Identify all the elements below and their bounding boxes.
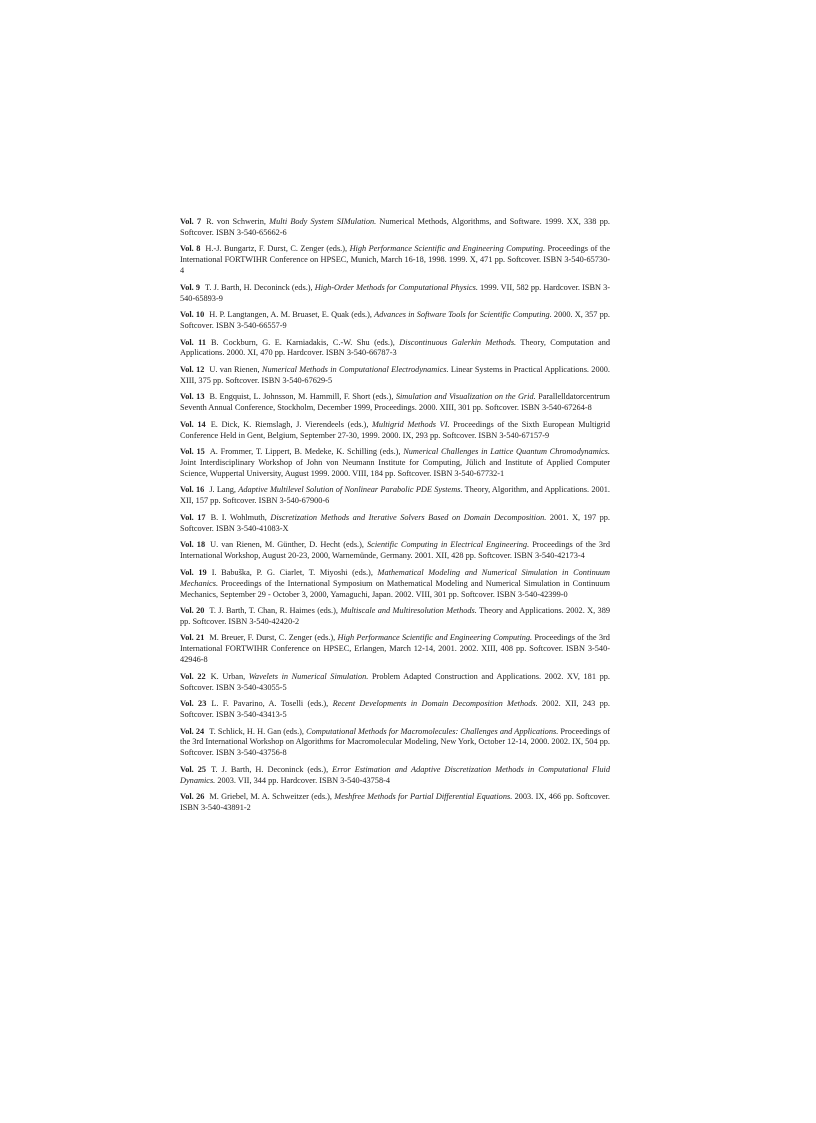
- entry-details: 2003. VII, 344 pp. Hardcover. ISBN 3-540-43758-4: [215, 775, 391, 785]
- entry-title: Mathematical Modeling and Numerical Simulation in Continuum Mechanics.: [180, 567, 610, 588]
- volume-number: Vol. 7: [180, 217, 202, 226]
- entry-details: Proceedings of the 3rd International Workshop on Algorithms for Macromolecular Modeling, New York, October 12-14, 2000. 2002. IX, 504 pp. Softcover. ISBN 3-540-43756-8: [180, 726, 610, 758]
- series-entry: [180, 699, 610, 721]
- entry-authors: T. J. Barth, H. Deconinck (eds.),: [211, 764, 333, 774]
- entry-details: 2002. XII, 243 pp. Softcover. ISBN 3-540-43413-5: [180, 699, 610, 720]
- series-entry: [180, 727, 610, 760]
- entry-title: Error Estimation and Adaptive Discretization Methods in Computational Fluid Dynamics.: [180, 764, 610, 785]
- volume-number: Vol. 26: [180, 792, 205, 802]
- entry-details: 2001. X, 197 pp. Softcover. ISBN 3-540-41083-X: [180, 512, 610, 533]
- entry-authors: B. Engquist, L. Johnsson, M. Hammill, F. Short (eds.),: [209, 392, 396, 402]
- volume-number: Vol. 10: [180, 310, 205, 320]
- volume-number: Vol. 20: [180, 606, 205, 615]
- entry-details: Proceedings of the International FORTWIHR Conference on HPSEC, Munich, March 16-18, 1998. 1999. X, 471 pp. Softcover. ISBN 3-540-65730-4: [180, 244, 610, 276]
- entry-authors: T. J. Barth, T. Chan, R. Haimes (eds.),: [209, 606, 341, 615]
- volume-number: Vol. 9: [180, 282, 201, 292]
- entry-details: Linear Systems in Practical Applications. 2000. XIII, 375 pp. Softcover. ISBN 3-540-67629-5: [180, 364, 610, 385]
- series-entry: [180, 244, 610, 277]
- entry-authors: A. Frommer, T. Lippert, B. Medeke, K. Schilling (eds.),: [209, 447, 404, 457]
- entry-title: Numerical Methods in Computational Electrodynamics.: [261, 364, 449, 374]
- volume-number: Vol. 8: [180, 244, 201, 254]
- volume-number: Vol. 21: [180, 633, 205, 643]
- entry-authors: M. Breuer, F. Durst, C. Zenger (eds.),: [209, 633, 338, 643]
- entry-details: Joint Interdisciplinary Workshop of John von Neumann Institute for Computing, Jülich and Institute of Applied Computer Science, Wuppertal University, August 1999. 2000. VIII, 184 pp. Softcover. ISBN 3-540-67732-1: [180, 458, 610, 478]
- entry-authors: L. F. Pavarino, A. Toselli (eds.),: [211, 699, 333, 709]
- entry-authors: E. Dick, K. Riemslagh, J. Vierendeels (eds.),: [210, 419, 373, 429]
- series-entry: [180, 392, 610, 414]
- series-entry: [180, 338, 610, 360]
- volume-number: Vol. 13: [180, 392, 205, 402]
- entry-title: Scientific Computing in Electrical Engineering.: [367, 540, 530, 550]
- series-entry: [180, 447, 610, 480]
- series-entry: [180, 765, 610, 787]
- entry-details: Theory and Applications. 2002. X, 389 pp. Softcover. ISBN 3-540-42420-2: [180, 606, 610, 626]
- entry-title: Discretization Methods and Iterative Solvers Based on Domain Decomposition.: [270, 512, 547, 522]
- volume-number: Vol. 16: [180, 485, 205, 495]
- entry-title: High Performance Scientific and Engineering Computing.: [349, 244, 546, 254]
- entry-details: Numerical Methods, Algorithms, and Software. 1999. XX, 338 pp. Softcover. ISBN 3-540-65662-6: [180, 217, 611, 237]
- entry-title: Wavelets in Numerical Simulation.: [248, 671, 369, 681]
- series-entry: [180, 568, 610, 601]
- volume-number: Vol. 17: [180, 512, 206, 522]
- entry-details: Proceedings of the International Symposium on Mathematical Modeling and Numerical Simulation in Continuum Mechanics, September 29 - October 3, 2000, Yamaguchi, Japan. 2002. VIII, 301 pp. Softcover. ISBN 3-540-42399-0: [180, 578, 610, 599]
- entry-authors: T. Schlick, H. H. Gan (eds.),: [209, 726, 307, 736]
- entry-title: Multigrid Methods VI.: [372, 419, 450, 429]
- entry-details: 2000. X, 357 pp. Softcover. ISBN 3-540-66557-9: [180, 310, 610, 331]
- entry-authors: R. von Schwerin,: [206, 217, 270, 226]
- entry-title: Multiscale and Multiresolution Methods.: [340, 606, 477, 615]
- entry-title: Meshfree Methods for Partial Differential Equations.: [334, 792, 513, 802]
- entry-authors: J. Lang,: [209, 485, 239, 495]
- series-entry: [180, 633, 610, 666]
- entry-details: Proceedings of the 3rd International FORTWIHR Conference on HPSEC, Erlangen, March 12-14, 2001. 2002. XIII, 408 pp. Softcover. ISBN 3-540-42946-8: [180, 633, 610, 665]
- volume-number: Vol. 19: [180, 567, 207, 577]
- entry-authors: I. Babuška, P. G. Ciarlet, T. Miyoshi (eds.),: [211, 567, 378, 577]
- volume-number: Vol. 14: [180, 419, 206, 429]
- entry-title: Multi Body System SIMulation.: [269, 217, 377, 226]
- entry-details: 1999. VII, 582 pp. Hardcover. ISBN 3-540-65893-9: [180, 282, 610, 303]
- series-entry: [180, 310, 610, 332]
- entry-authors: U. van Rienen, M. Günther, D. Hecht (eds.),: [210, 540, 367, 550]
- entry-details: Proceedings of the 3rd International Workshop, August 20-23, 2000, Warnemünde, Germany. 2001. XII, 428 pp. Softcover. ISBN 3-540-42173-4: [180, 540, 610, 561]
- volume-number: Vol. 12: [180, 364, 205, 374]
- entry-authors: B. Cockburn, G. E. Karniadakis, C.-W. Shu (eds.),: [211, 337, 400, 347]
- entry-title: Recent Developments in Domain Decomposition Methods.: [332, 699, 538, 709]
- entry-title: Simulation and Visualization on the Grid.: [395, 392, 536, 402]
- entry-title: Adaptive Multilevel Solution of Nonlinear Parabolic PDE Systems.: [238, 485, 463, 495]
- entry-title: Numerical Challenges in Lattice Quantum Chromodynamics.: [403, 447, 610, 457]
- series-entry: [180, 672, 610, 694]
- volume-number: Vol. 22: [180, 671, 206, 681]
- entry-title: Computational Methods for Macromolecules: Challenges and Applications.: [306, 726, 559, 736]
- entry-details: Parallelldatorcentrum Seventh Annual Conference, Stockholm, December 1999, Proceedings. 2000. XIII, 301 pp. Softcover. ISBN 3-540-67264-8: [180, 392, 610, 413]
- book-series-list: [180, 217, 610, 820]
- entry-details: 2003. IX, 466 pp. Softcover. ISBN 3-540-43891-2: [180, 792, 611, 813]
- series-entry: [180, 283, 610, 305]
- entry-details: Problem Adapted Construction and Applications. 2002. XV, 181 pp. Softcover. ISBN 3-540-43055-5: [180, 671, 610, 692]
- entry-title: Discontinuous Galerkin Methods.: [399, 337, 517, 347]
- entry-details: Proceedings of the Sixth European Multigrid Conference Held in Gent, Belgium, September 27-30, 1999. 2000. IX, 293 pp. Softcover. ISBN 3-540-67157-9: [180, 419, 610, 440]
- volume-number: Vol. 18: [180, 540, 206, 550]
- entry-authors: U. van Rienen,: [209, 364, 262, 374]
- volume-number: Vol. 25: [180, 764, 207, 774]
- series-entry: [180, 365, 610, 387]
- entry-details: Theory, Algorithm, and Applications. 2001. XII, 157 pp. Softcover. ISBN 3-540-67900-6: [180, 485, 610, 506]
- series-entry: [180, 606, 610, 628]
- entry-title: Advances in Software Tools for Scientific Computing.: [374, 310, 552, 320]
- series-entry: [180, 420, 610, 442]
- entry-authors: M. Griebel, M. A. Schweitzer (eds.),: [209, 792, 335, 802]
- series-entry: [180, 540, 610, 562]
- entry-authors: K. Urban,: [210, 671, 249, 681]
- series-entry: [180, 485, 610, 507]
- volume-number: Vol. 11: [180, 337, 207, 347]
- series-entry: [180, 792, 610, 814]
- entry-authors: B. I. Wohlmuth,: [210, 512, 271, 522]
- entry-title: High-Order Methods for Computational Physics.: [314, 282, 478, 292]
- volume-number: Vol. 15: [180, 447, 205, 457]
- series-entry: [180, 217, 610, 239]
- entry-authors: H.-J. Bungartz, F. Durst, C. Zenger (eds.),: [205, 244, 350, 254]
- entry-authors: T. J. Barth, H. Deconinck (eds.),: [205, 282, 315, 292]
- series-entry: [180, 513, 610, 535]
- volume-number: Vol. 23: [180, 699, 207, 709]
- volume-number: Vol. 24: [180, 726, 205, 736]
- entry-title: High Performance Scientific and Engineering Computing.: [337, 633, 533, 643]
- entry-details: Theory, Computation and Applications. 2000. XI, 470 pp. Hardcover. ISBN 3-540-66787-3: [180, 337, 611, 358]
- entry-authors: H. P. Langtangen, A. M. Bruaset, E. Quak (eds.),: [209, 310, 375, 320]
